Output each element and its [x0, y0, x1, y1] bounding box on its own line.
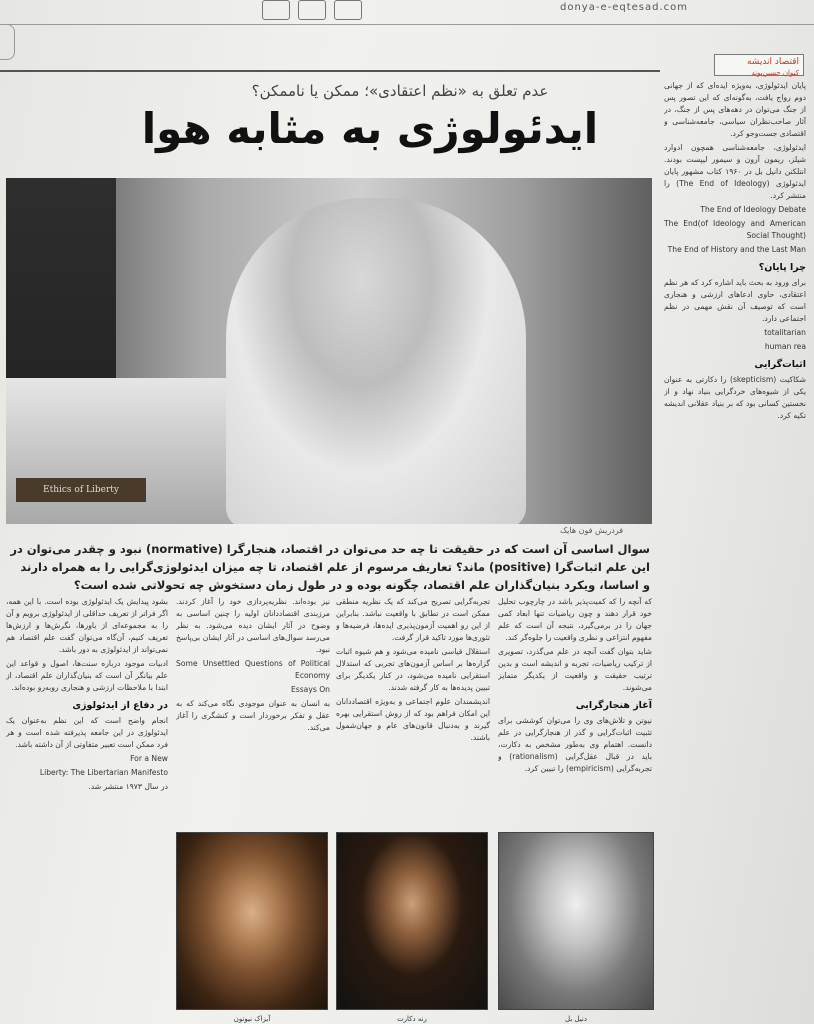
- article-title: ایدئولوژی به مثابه هوا: [141, 104, 599, 153]
- article-author: کیوان حسین‌پوند: [751, 69, 799, 77]
- subheading: چرا پایان؟: [758, 262, 806, 273]
- article-lead: سوال اساسی آن است که در حقیقت تا چه حد می‌توان در اقتصاد، هنجارگرا (normative) نبود و چقدر می‌توان در این علم اثبات‌گرا (positive) ماند؟ تعاریف مرسوم از علم اقتصاد، تا چه میزان ایدئولوژی‌گرایی را به همراه دارند و اساسا، ویکرد بنیان‌گذاران علم اقتصاد، چگونه بوده و در طول زمان دستخوش چه تحولاتی شده است؟: [10, 542, 650, 592]
- subheading: اثبات‌گرایی: [754, 359, 806, 370]
- paragraph: Essays On: [290, 685, 330, 694]
- page-header-bar: [0, 0, 814, 25]
- paragraph: Some Unsettled Questions of Political Economy: [176, 659, 330, 680]
- paragraph: بشود پیدایش یک ایدئولوژی بوده است. با این همه، اگر فراتر از تعریف حداقلی از ایدئولوژی برویم و آن را به مجموعه‌ای از باورها، نگرش‌ها و ارزش‌ها تعریف کنیم، آن‌گاه می‌توان گفت علم اقتصاد هم نمی‌تواند از ایدئولوژی به دور باشد.: [6, 597, 168, 654]
- paragraph: شاید بتوان گفت آنچه در علم می‌گذرد، تصویری از ترکیب ریاضیات، تجربه و اندیشه است و بدین ترتیب حقیقت و واقعیت از یکدیگر متمایز می‌شوند.: [498, 647, 652, 692]
- paragraph: استقلال قیاسی نامیده می‌شود و هم شیوه اثبات گزاره‌ها بر اساس آزمون‌های تجربی که استدلال استقرایی نامیده می‌شود، در کنار یکدیگر برای تبیین پدیده‌ها به کار گرفته شدند.: [336, 647, 490, 692]
- paragraph: Liberty: The Libertarian Manifesto: [39, 768, 168, 777]
- photo-table: [6, 378, 256, 524]
- portrait-caption: آیزاک نیوتون: [233, 1015, 271, 1023]
- portrait-caption: دنیل بل: [565, 1015, 587, 1023]
- paragraph: اندیشمندان علوم اجتماعی و به‌ویژه اقتصاددانان این امکان فراهم بود که از روش استقرایی بهره گیرند و به‌دنبال قانون‌های عام و جهان‌شمول باشند.: [336, 697, 490, 742]
- section-brand: اقتصاد اندیشه: [746, 57, 799, 67]
- corner-logo: [0, 24, 15, 60]
- paragraph: ایدئولوژی، جامعه‌شناسی همچون ادوارد شیلز، ریمون آرون و سیمور لیپست بودند. انتلکتن دانیل بل در ۱۹۶۰ کتاب مشهور پایان ایدئولوژی (The End of Ideology) را منتشر کرد.: [664, 143, 806, 200]
- paragraph: The End of Ideology Debate: [700, 205, 806, 214]
- header-icons: [262, 0, 362, 20]
- paragraph: شکاکیت (skepticism) را دکارتی به عنوان یکی از شیوه‌های خردگرایی بنیاد نهاد و از نخستین کسانی بود که بر بنیاد عقلانی اندیشه تکیه کرد.: [664, 375, 806, 420]
- coins-icon: [298, 0, 326, 20]
- paragraph: For a New: [130, 754, 168, 763]
- portrait-descartes: [336, 832, 488, 1023]
- photo-caption: فردریش فون هایک: [560, 526, 624, 535]
- subheading: آغاز هنجارگرایی: [575, 700, 652, 711]
- paragraph: The End of History and the Last Man: [667, 245, 806, 254]
- paragraph: ادبیات موجود درباره سنت‌ها، اصول و قواعد این علم بیانگر آن است که بنیان‌گذاران علم اقتصاد، از ابتدا با ملاحظات ارزشی و هنجاری روبه‌رو بوده‌اند.: [6, 659, 168, 692]
- body-column-4: [6, 596, 168, 1016]
- paragraph: انجام واضح است که این نظم به‌عنوان یک ایدئولوژی در این جامعه پذیرفته شده است و هر فرد ممکن است تعبیر متفاوتی از آن داشته باشد.: [6, 716, 168, 749]
- main-photo: [6, 178, 652, 524]
- photo-book: Ethics of Liberty: [16, 478, 146, 502]
- body-column-1: [498, 596, 652, 826]
- body-column-2: [336, 596, 490, 826]
- header-rule: [0, 70, 660, 72]
- sidebar-text: [664, 80, 806, 1020]
- paragraph: که آنچه را که کمیت‌پذیر باشد در چارچوب تحلیل خود قرار دهند و چون ریاضیات تنها ابعاد کمی جهان را در برمی‌گیرد، نتیجه آن است که علم مفهوم انتزاعی و نظری واقعیت را جلوه‌گر کند.: [498, 597, 652, 642]
- site-url: donya-e-eqtesad.com: [560, 2, 689, 13]
- portrait-caption: رنه دکارت: [397, 1015, 427, 1023]
- portrait-bell: [498, 832, 654, 1023]
- paragraph: تجربه‌گرایی تصریح می‌کند که یک نظریه منطقی ممکن است در تطابق با واقعیت نباشد. بنابراین از این رو اهمیت آزمون‌پذیری ایده‌ها، فرضیه‌ها و تئوری‌ها مورد تاکید قرار گرفت.: [336, 597, 490, 642]
- body-column-3: [176, 596, 330, 826]
- paragraph: human rea: [764, 342, 806, 351]
- paragraph: نیز بوده‌اند. نظریه‌پردازی خود را آغاز کردند. مرزبندی اقتصاددانان اولیه را چنین اساسی به وضوح در آثار ایشان دیده می‌شود. به نظر می‌رسد سوال‌های اساسی در آثار ایشان بی‌پاسخ نبود.: [176, 597, 330, 654]
- photo-main-figure: [226, 198, 526, 524]
- paragraph: The End(of Ideology and American Social Thought): [664, 219, 806, 240]
- paragraph: در سال ۱۹۷۳ منتشر شد.: [88, 782, 168, 791]
- paragraph: پایان ایدئولوژی، به‌ویژه ایده‌ای که از جهانی دوم رواج یافت، به‌گونه‌ای که این تصور پس از جنگ می‌توان در دهه‌های پس از جنگ، در آثار صاحب‌نظران سیاسی، جامعه‌شناسی و اقتصادی جست‌وجو کرد.: [664, 81, 806, 138]
- cloud-icon: [262, 0, 290, 20]
- document-icon: [334, 0, 362, 20]
- paragraph: نیوتن و تلاش‌های وی را می‌توان کوششی برای تثبیت اثبات‌گرایی و گذر از هنجارگرایی در علم دانست. اهتمام وی به‌طور مشخص به دکارت، باید در قبال عقل‌گرایی (rationalism) و تجربه‌گرایی (empiricism) را تبیین کرد.: [498, 716, 652, 773]
- portrait-newton: [176, 832, 328, 1023]
- sidebar-column: [660, 40, 810, 1024]
- paragraph: برای ورود به بحث باید اشاره کرد که هر نظم اعتقادی، حاوی ادعاهای ارزشی و هنجاری است که توصیف آن نقش مهمی در نظم اجتماعی دارد.: [664, 278, 806, 323]
- subheading: در دفاع از ایدئولوژی: [72, 700, 168, 711]
- paragraph: totalitarian: [764, 328, 806, 337]
- paragraph: به انسان به عنوان موجودی نگاه می‌کند که به عقل و تفکر برخوردار است و کنشگری را آغاز می‌کند.: [176, 699, 330, 732]
- article-supertitle: عدم تعلق به «نظم اعتقادی»؛ ممکن یا ناممکن؟: [251, 82, 549, 100]
- section-label: [714, 54, 804, 76]
